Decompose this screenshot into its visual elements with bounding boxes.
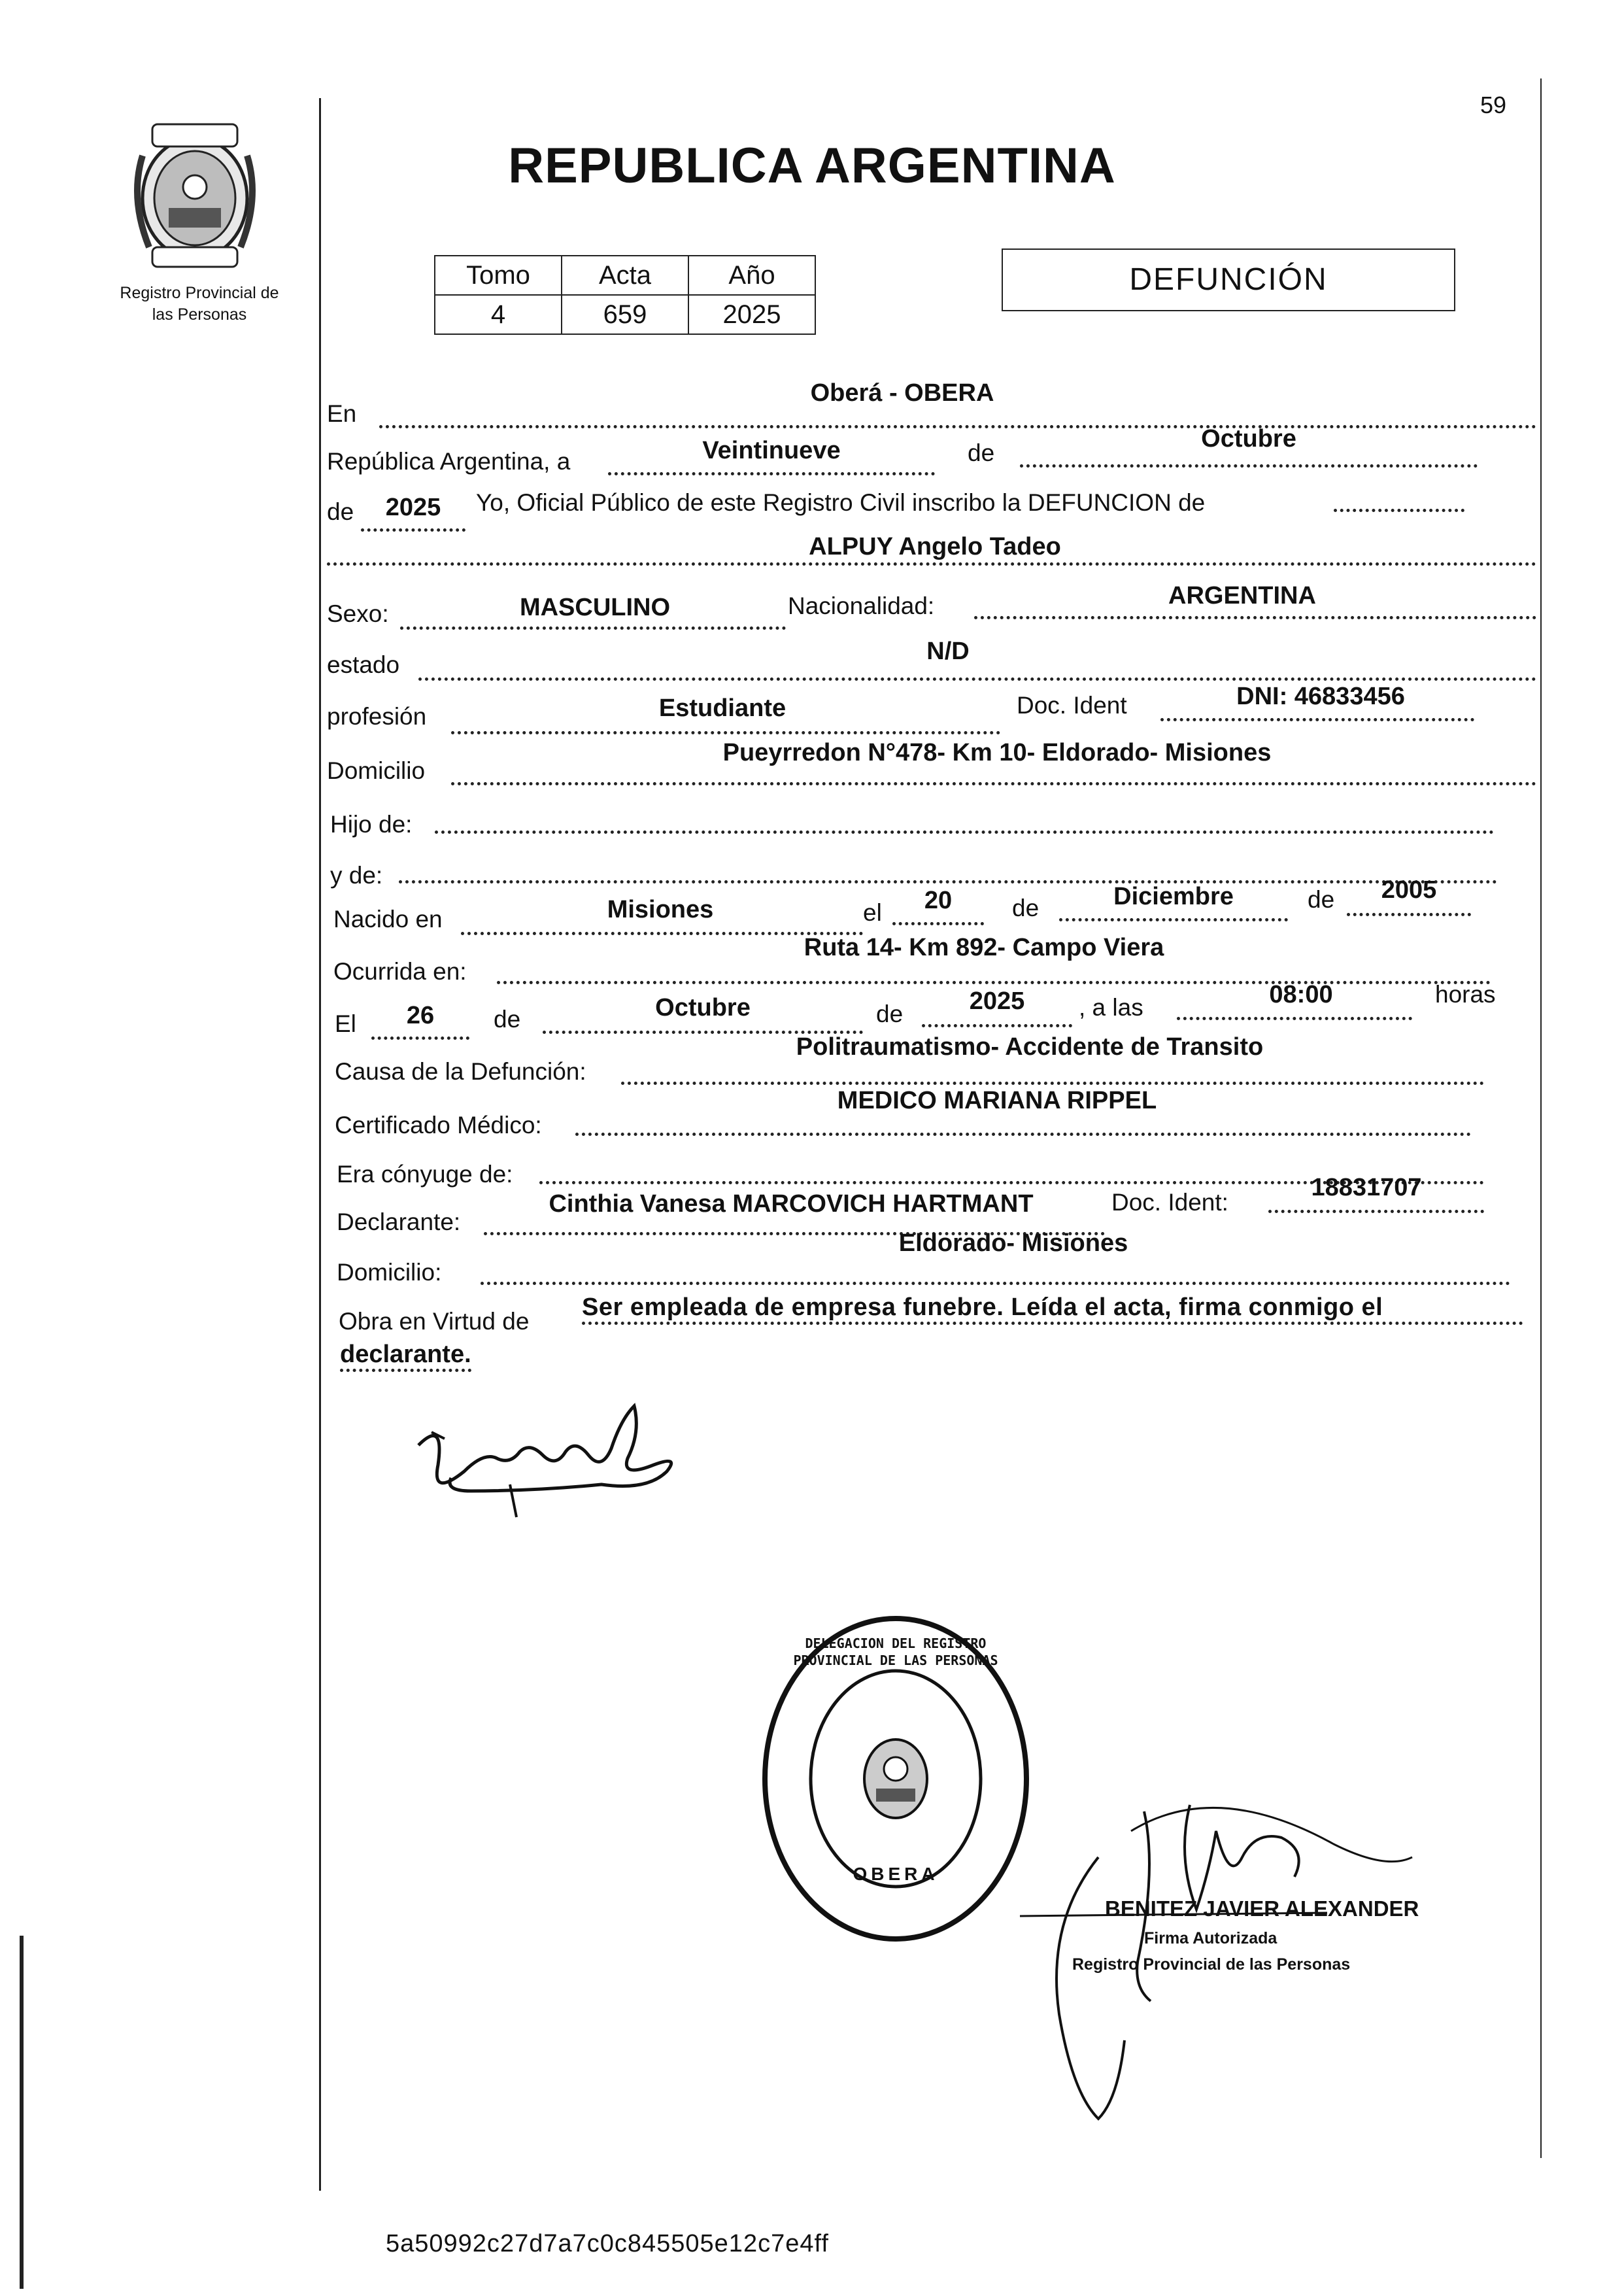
a-las-label: , a las [1079,994,1143,1021]
anio-value: 2025 [688,295,815,334]
oficial-line [1334,509,1464,512]
doc-ident-value: DNI: 46833456 [1236,683,1405,710]
doc-ident-line [1160,718,1474,721]
nacido-label: Nacido en [333,906,443,933]
ocurrida-label: Ocurrida en: [333,958,467,985]
doc-ident-label: Doc. Ident [1017,692,1127,719]
left-margin-line [319,98,321,2191]
def-mes-value: Octubre [655,994,751,1021]
obra-label: Obra en Virtud de [339,1308,530,1335]
document-title: REPUBLICA ARGENTINA [508,138,1116,194]
causa-label: Causa de la Defunción: [335,1058,586,1085]
certificado-line [575,1133,1471,1136]
nombre-value: ALPUY Angelo Tadeo [809,533,1061,560]
nombre-line [327,562,1536,566]
en-value: Oberá - OBERA [810,379,994,407]
reference-table [434,255,816,335]
y-de-label: y de: [330,862,383,889]
estado-value: N/D [926,638,970,665]
el-label-2: El [335,1010,356,1037]
nac-anio-line [1347,913,1471,916]
de-label-5: de [494,1006,521,1033]
anio-header: Año [688,256,815,295]
def-anio-line [922,1024,1072,1027]
anio-value: 2025 [385,494,441,521]
sexo-value: MASCULINO [519,594,671,621]
domicilio2-value: Eldorado- Misiones [898,1229,1128,1257]
declarant-signature [405,1393,700,1524]
official-title: Firma Autorizada [1144,1929,1277,1947]
el-label-1: el [863,899,882,926]
obra-text: Ser empleada de empresa funebre. Leída el acta, firma conmigo el [582,1294,1523,1325]
republica-label: República Argentina, a [327,448,571,475]
nac-anio-value: 2005 [1381,876,1437,904]
obra-text-2: declarante. [340,1341,471,1372]
domicilio-value: Pueyrredon N°478- Km 10- Eldorado- Misiones [722,739,1272,766]
sexo-label: Sexo: [327,600,389,627]
def-anio-value: 2025 [969,987,1025,1015]
round-stamp-text: DELEGACION DEL REGISTRO PROVINCIAL DE LAS PERSONAS [793,1636,998,1668]
document-hash: 5a50992c27d7a7c0c845505e12c7e4ff [386,2230,829,2257]
causa-line [621,1082,1484,1085]
acta-header: Acta [562,256,688,295]
hijo-label: Hijo de: [330,811,413,838]
nac-dia-value: 20 [924,887,953,914]
reference-value-row [435,295,815,334]
page-number: 59 [1480,92,1506,118]
certificado-value: MEDICO MARIANA RIPPEL [837,1087,1157,1114]
en-label: En [327,400,357,427]
de-label-1: de [968,439,995,466]
declarante-doc-label: Doc. Ident: [1111,1189,1228,1216]
tomo-header: Tomo [435,256,562,295]
sexo-line [400,626,786,630]
tomo-value: 4 [435,295,562,334]
hora-value: 08:00 [1269,981,1333,1008]
nac-dia-line [892,922,984,925]
declarante-doc-line [1268,1210,1484,1213]
nacionalidad-value: ARGENTINA [1168,582,1316,609]
ocurrida-value: Ruta 14- Km 892- Campo Viera [804,934,1164,961]
y-de-line [399,880,1497,883]
profesion-line [451,731,1000,734]
mes-line [1020,464,1478,468]
registry-label-line1: Registro Provincial de [120,284,279,302]
declarante-doc-value: 18831707 [1311,1174,1422,1201]
oficial-text: Yo, Oficial Público de este Registro Civil inscribo la DEFUNCION de [476,489,1206,516]
estado-label: estado [327,651,400,678]
estado-line [418,677,1536,681]
de-label-6: de [876,1001,904,1027]
domicilio2-line [481,1282,1510,1285]
mes-value: Octubre [1201,425,1296,453]
declarante-label: Declarante: [337,1208,461,1235]
hora-line [1177,1017,1412,1020]
conyuge-label: Era cónyuge de: [337,1161,513,1188]
nacionalidad-line [974,616,1536,619]
official-office: Registro Provincial de las Personas [1072,1955,1351,1974]
horas-label: horas [1435,981,1496,1008]
de-label-3: de [1012,895,1040,921]
registry-label-line2: las Personas [152,305,247,324]
left-edge-mark [20,1936,24,2289]
hijo-line [435,831,1494,834]
def-dia-value: 26 [406,1002,435,1029]
profesion-label: profesión [327,703,427,730]
right-margin-line [1540,78,1542,2158]
de-label-4: de [1308,886,1335,913]
dia-value: Veintinueve [702,437,841,464]
certificado-label: Certificado Médico: [335,1112,542,1139]
de-label-2: de [327,498,354,525]
acta-value: 659 [562,295,688,334]
nac-mes-line [1059,918,1288,921]
round-stamp-city: OBERA [853,1864,939,1884]
def-dia-line [371,1037,469,1040]
anio-line [361,528,465,532]
nacido-value: Misiones [607,896,714,923]
domicilio-label: Domicilio [327,757,426,784]
causa-value: Politraumatismo- Accidente de Transito [796,1033,1264,1061]
declarante-value: Cinthia Vanesa MARCOVICH HARTMANT [549,1190,1034,1218]
dia-line [608,472,935,475]
registry-label [92,283,307,326]
reference-header-row [435,256,815,295]
document-type-box: DEFUNCIÓN [1002,248,1455,311]
official-name: BENITEZ JAVIER ALEXANDER [1105,1896,1419,1921]
nacionalidad-label: Nacionalidad: [788,592,935,619]
profesion-value: Estudiante [658,694,787,722]
domicilio-line [451,782,1536,785]
nac-mes-value: Diciembre [1113,883,1234,910]
domicilio2-label: Domicilio: [337,1259,442,1286]
